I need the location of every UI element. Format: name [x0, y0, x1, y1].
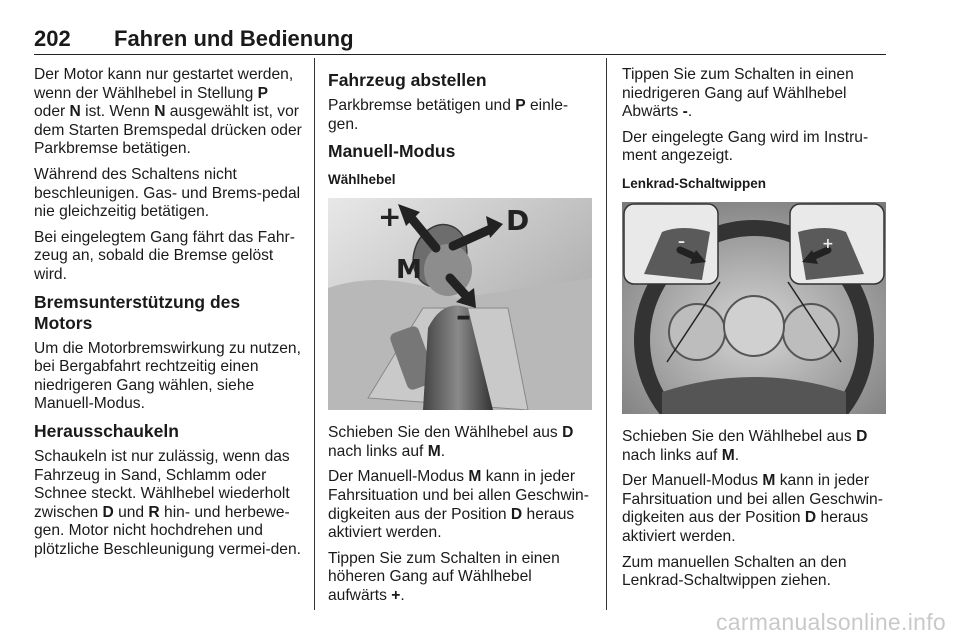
- paragraph-park: Parkbremse betätigen und P einle-gen.: [328, 97, 569, 133]
- paragraph-manual-mode-any: Der Manuell-Modus M kann in jeder Fahrsituation und bei allen Geschwin-digkeiten aus der Position D heraus aktiviert werden.: [328, 468, 589, 542]
- chapter-title: Fahren und Bedienung: [114, 26, 354, 51]
- label-paddle-plus: +: [822, 235, 834, 252]
- watermark: carmanualsonline.info: [715, 609, 946, 635]
- label-paddle-minus: –: [678, 233, 685, 250]
- page-header: [34, 24, 886, 55]
- label-m: M: [396, 255, 422, 286]
- paragraph-shifting: Während des Schaltens nicht beschleunigen. Gas- und Brems-pedal nie gleichzeitig betätigen.: [34, 165, 301, 221]
- page-number: 202: [34, 26, 71, 51]
- heading-rocking: Herausschaukeln: [34, 420, 179, 441]
- heading-manual-mode: Manuell-Modus: [328, 141, 456, 162]
- selector-lever-figure: [328, 198, 592, 410]
- column-divider: [314, 58, 315, 610]
- paragraph-engine-brake: Um die Motorbremswirkung zu nutzen, bei Bergabfahrt rechtzeitig einen niedrigeren Gang wählen, siehe Manuell-Modus.: [34, 339, 301, 413]
- column-divider: [606, 58, 607, 610]
- paragraph-move-lever: Schieben Sie den Wählhebel aus D nach links auf M.: [328, 424, 574, 460]
- subheading-selector-lever: Wählhebel: [328, 172, 396, 188]
- heading-engine-brake: Bremsunterstützung des Motors: [34, 291, 241, 333]
- column-2: [328, 66, 594, 613]
- label-d: D: [506, 204, 530, 238]
- paragraph-shift-up: Tippen Sie zum Schalten in einen höheren Gang auf Wählhebel aufwärts +.: [328, 549, 560, 604]
- paragraph-pull-paddles: Zum manuellen Schalten an den Lenkrad-Schaltwippen ziehen.: [622, 553, 847, 590]
- paragraph-engine-start: Der Motor kann nur gestartet werden, wenn der Wählhebel in Stellung P oder N ist. Wenn N ausgewählt ist, vor dem Starten Bremspedal drücken oder Parkbremse betätigen.: [34, 66, 302, 158]
- paragraph-shift-down: Tippen Sie zum Schalten in einen niedrigeren Gang auf Wählhebel Abwärts -.: [622, 66, 854, 121]
- paragraph-gear-engaged: Bei eingelegtem Gang fährt das Fahr-zeug an, sobald die Bremse gelöst wird.: [34, 228, 295, 283]
- label-minus: –: [456, 299, 471, 335]
- paragraph-manual-mode-any-2: Der Manuell-Modus M kann in jeder Fahrsituation und bei allen Geschwin-digkeiten aus der Position D heraus aktiviert werden.: [622, 472, 883, 545]
- shift-paddles-figure: [622, 202, 886, 414]
- paragraph-gear-display: Der eingelegte Gang wird im Instru-ment angezeigt.: [622, 128, 869, 165]
- paragraph-rocking: Schaukeln ist nur zulässig, wenn das Fahrzeug in Sand, Schlamm oder Schnee steckt. Wählhebel wiederholt zwischen D und R hin- und herbewe-gen. Motor nicht hochdrehen und plötzliche Beschleunigung vermei-den.: [34, 447, 301, 558]
- column-1: [34, 66, 302, 566]
- heading-park-vehicle: Fahrzeug abstellen: [328, 70, 487, 90]
- column-3: [622, 66, 888, 598]
- paragraph-move-lever-2: Schieben Sie den Wählhebel aus D nach links auf M.: [622, 427, 868, 464]
- label-plus: +: [378, 200, 402, 234]
- subheading-paddles: Lenkrad-Schaltwippen: [622, 175, 767, 191]
